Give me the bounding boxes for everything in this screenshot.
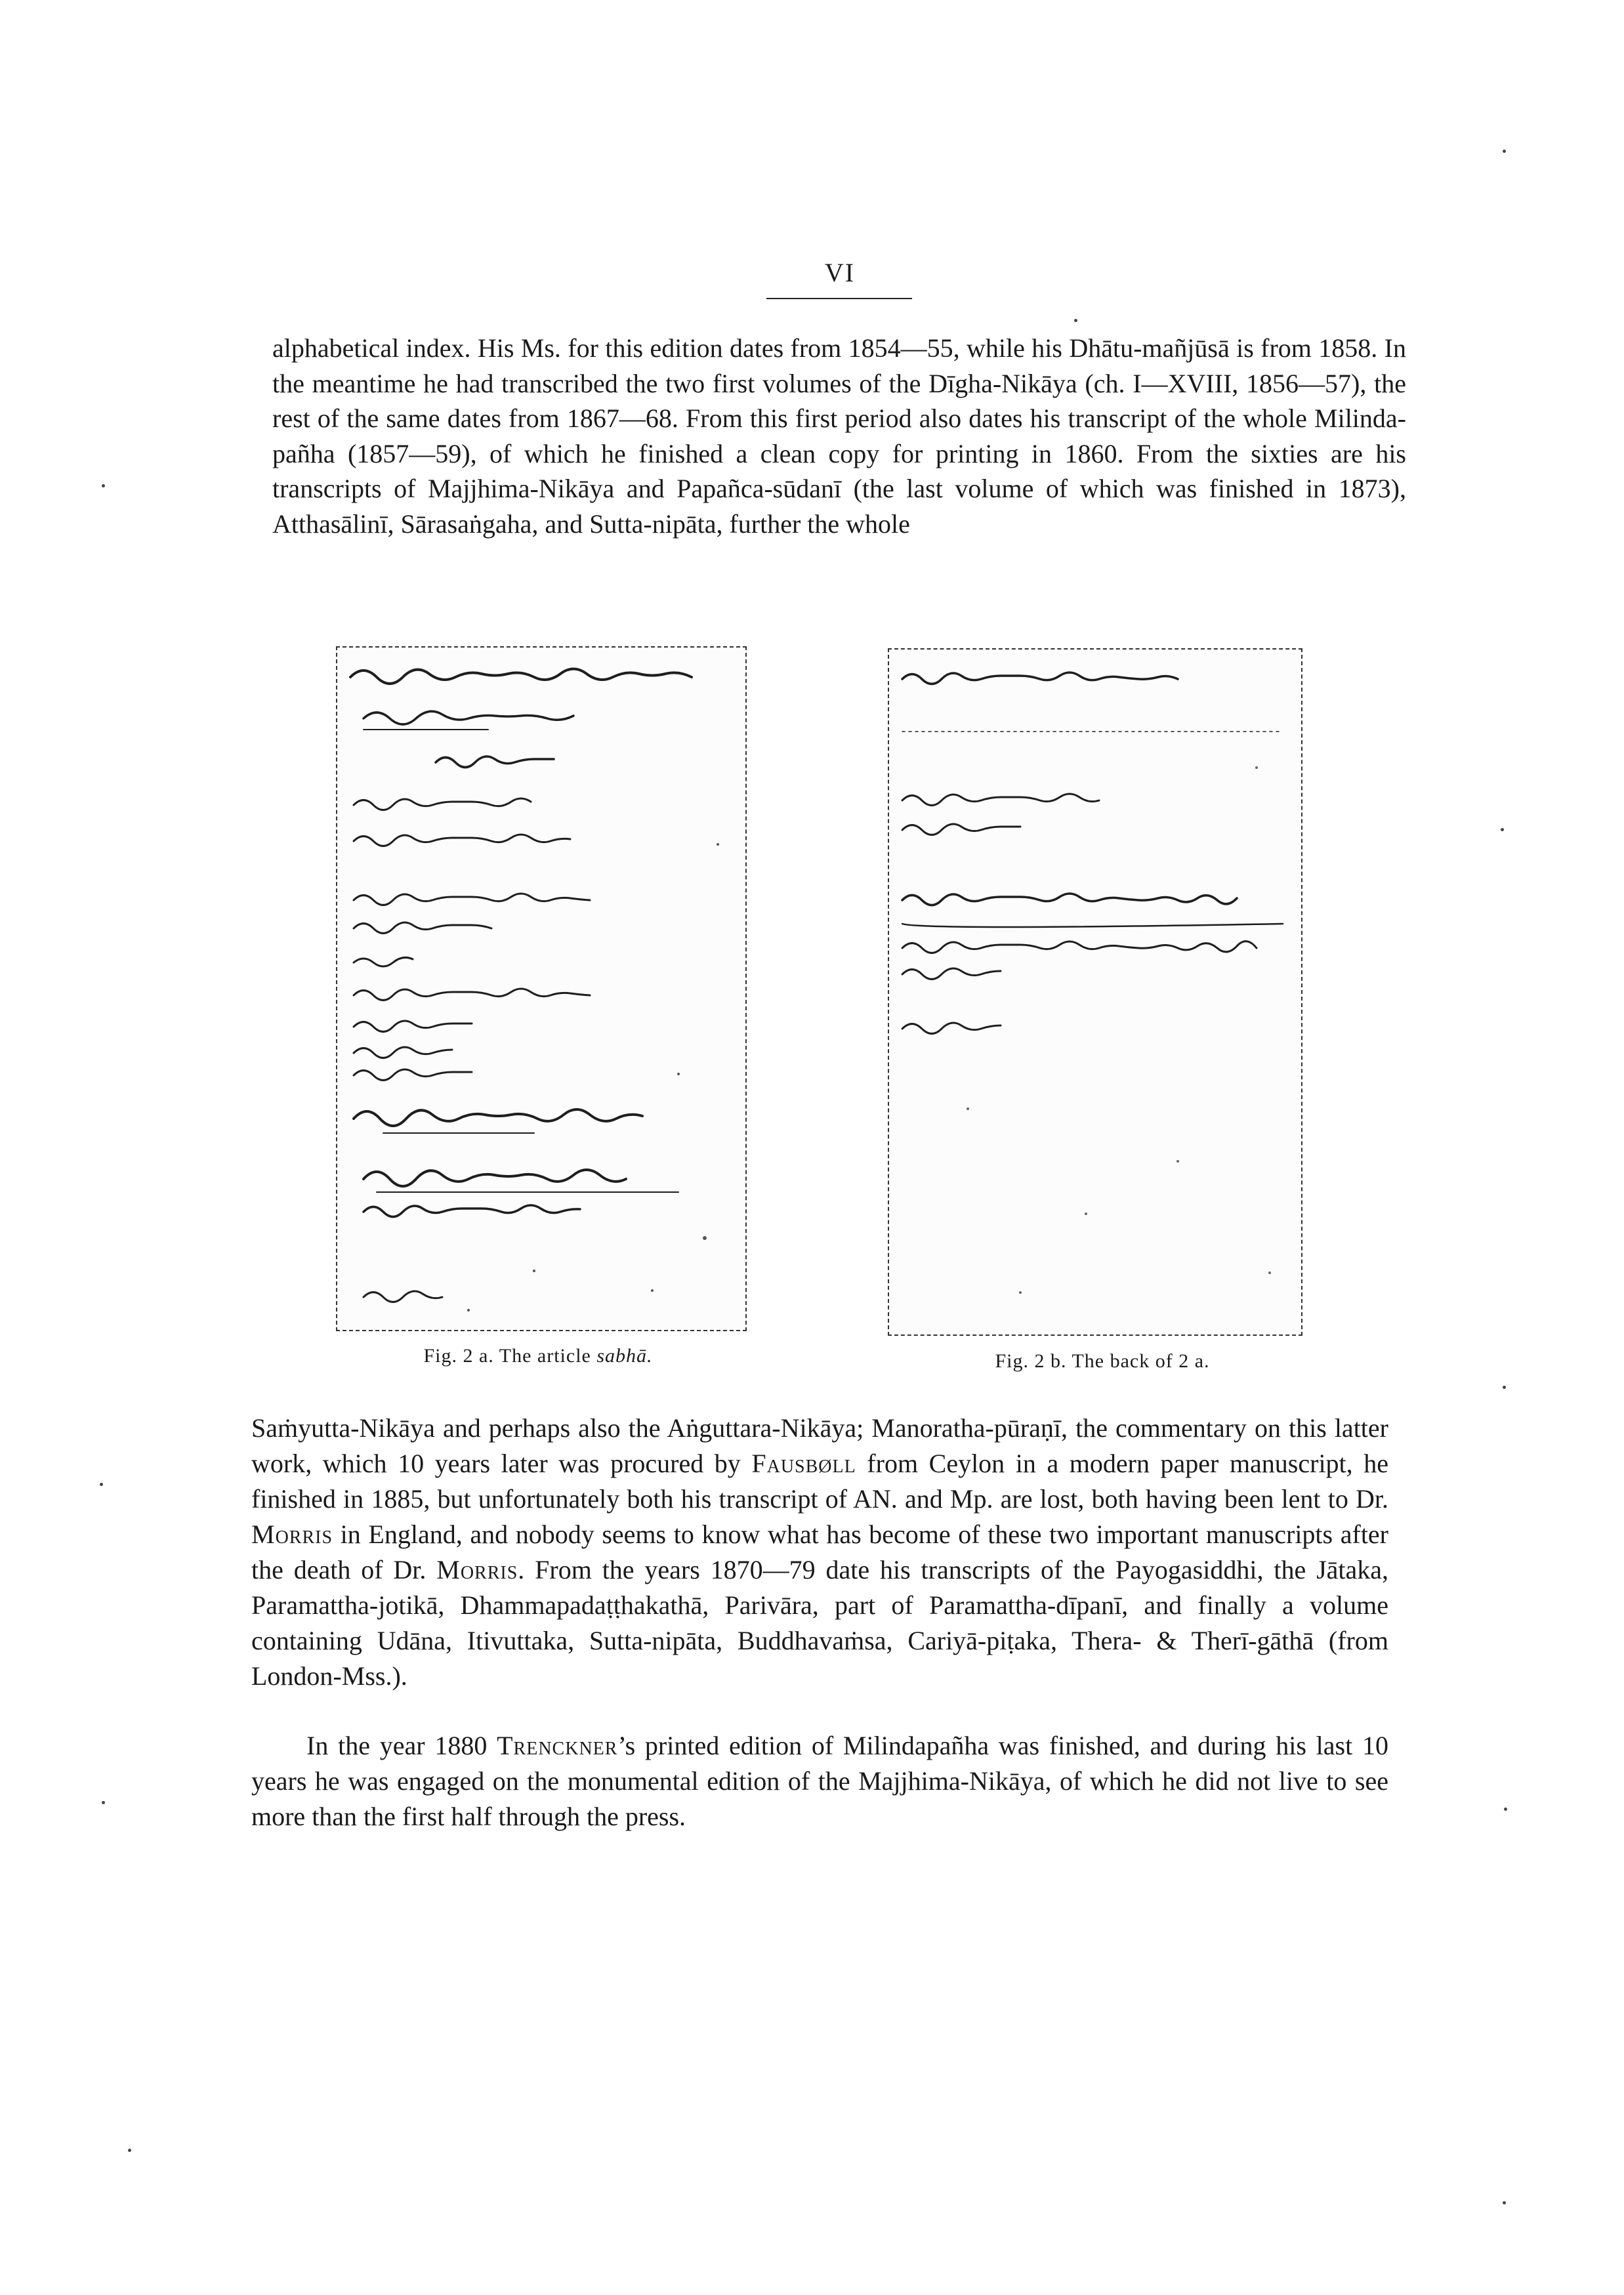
figure-2b-caption: Fig. 2 b. The back of 2 a. xyxy=(995,1350,1210,1372)
paragraph-3: In the year 1880 Trenckner’s printed edition of Milindapañha was finished, and during his last 10 years he was engaged on the monumental edition of the Majjhima-Nikāya, of which he did not live to see more than the first half through the press. xyxy=(251,1731,1388,1831)
paragraph-2: Saṁyutta-Nikāya and perhaps also the Aṅguttara-Nikāya; Manoratha-pūraṇī, the commentary on this latter work, which 10 years later was procured by Fausbøll from Ceylon in a modern paper manuscript, he finished in 1885, but unfortunately both his transcript of AN. and Mp. are lost, both having been lent to Dr. Morris in England, and nobody seems to know what has become of these two important manuscripts after the death of Dr. Morris. From the years 1870—79 date his transcripts of the Payogasiddhi, the Jātaka, Paramattha-jotikā, Dhammapadaṭṭhakathā, Parivāra, part of Paramattha-dīpanī, and finally a volume containing Udāna, Itivuttaka, Sutta-nipāta, Buddhavaṁsa, Cariyā-piṭaka, Thera- & Therī-gāthā (from London-Mss.). xyxy=(251,1413,1389,1691)
handwriting-scan-a xyxy=(337,648,745,1330)
scan-speck xyxy=(102,1801,105,1804)
scan-speck xyxy=(1504,1808,1507,1811)
figure-2a-caption: Fig. 2 a. The article sabhā. xyxy=(423,1345,653,1367)
scan-speck xyxy=(1503,1386,1506,1389)
scan-speck xyxy=(1501,828,1504,831)
page-number: VI xyxy=(824,258,856,287)
author-name: Morris xyxy=(436,1555,518,1584)
handwriting-scan-b xyxy=(889,650,1301,1334)
scan-speck xyxy=(1074,319,1077,322)
author-name: Fausbøll xyxy=(751,1449,856,1478)
scan-speck xyxy=(1503,150,1506,153)
figure-2a-manuscript-image xyxy=(336,646,747,1331)
page-number-rule xyxy=(766,298,912,299)
paragraph-1: alphabetical index. His Ms. for this edition dates from 1854—55, while his Dhātu-mañjūsā is from 1858. In the meantime he had transcribed the two first volumes of the Dīgha-Nikāya (ch. I—XVIII, 1856—57), the rest of the same dates from 1867—68. From this first period also dates his transcript of the whole Milinda-pañha (1857—59), of which he finished a clean copy for printing in 1860. From the sixties are his transcripts of Majjhima-Nikāya and Papañca-sūdanī (the last volume of which was finished in 1873), Atthasālinī, Sārasaṅgaha, and Sutta-nipāta, further the whole xyxy=(272,333,1406,539)
scan-speck xyxy=(100,1483,103,1486)
scan-speck xyxy=(102,484,105,487)
figure-2b-manuscript-image xyxy=(888,648,1302,1336)
scan-speck xyxy=(128,2149,131,2152)
scan-speck xyxy=(1503,2201,1506,2204)
author-name: Trenckner xyxy=(497,1731,618,1760)
author-name: Morris xyxy=(251,1520,333,1549)
